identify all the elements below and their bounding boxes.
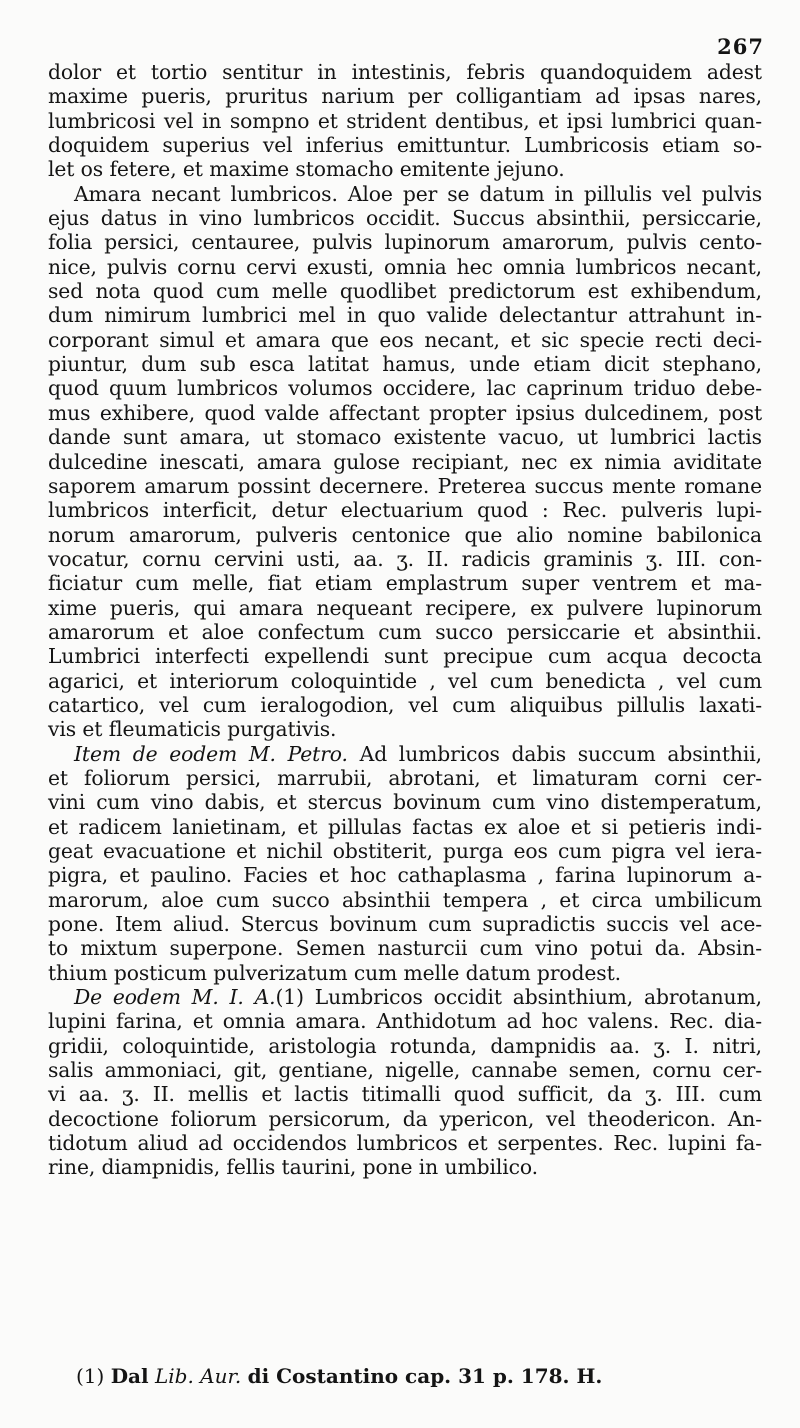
text-line: vis et fleumaticis purgativis. — [48, 717, 337, 742]
text-run: Ad lumbricos dabis succum absinthii, — [347, 741, 762, 766]
text-line: amarorum et aloe confectum cum succo persiccarie et absinthii. — [48, 619, 762, 644]
text-line: pigra, et paulino. Facies et hoc cathaplasma , farina lupinorum a- — [48, 863, 762, 888]
text-line: et foliorum persici, marrubii, abrotani, et limaturam corni cer- — [48, 765, 762, 790]
rubric: Item de eodem M. Petro. — [74, 741, 348, 766]
text-line: dum nimirum lumbrici mel in quo valide delectantur attrahunt in- — [48, 303, 762, 328]
text-line: tidotum aliud ad occidendos lumbricos et serpentes. Rec. lupini fa- — [48, 1131, 762, 1156]
text-line: salis ammoniaci, git, gentiane, nigelle, cannabe semen, cornu cer- — [48, 1058, 762, 1083]
paragraph — [48, 60, 762, 182]
text-line: dande sunt amara, ut stomaco existente vacuo, ut lumbrici lactis — [48, 425, 762, 450]
text-line: agarici, et interiorum coloquintide , vel cum benedicta , vel cum — [48, 668, 762, 693]
text-line: sed nota quod cum melle quodlibet predictorum est exhibendum, — [48, 279, 762, 304]
text-line: pone. Item aliud. Stercus bovinum cum supradictis succis vel ace- — [48, 912, 762, 937]
text-line: corporant simul et amara que eos necant, et sic specie recti deci- — [48, 327, 762, 352]
footnote-pre: Dal — [110, 1364, 149, 1388]
body-text — [48, 60, 762, 1180]
text-line: lumbricos interficit, detur electuarium quod : Rec. pulveris lupi- — [48, 498, 762, 523]
text-line: folia persici, centauree, pulvis lupinorum amarorum, pulvis cento- — [48, 230, 762, 255]
text-line: nice, pulvis cornu cervi exusti, omnia hec omnia lumbricos necant, — [48, 254, 762, 279]
text-line: quod quum lumbricos volumos occidere, lac caprinum triduo debe- — [48, 376, 762, 401]
text-line: to mixtum superpone. Semen nasturcii cum vino potui da. Absin- — [48, 936, 762, 961]
text-line: vocatur, cornu cervini usti, aa. ʒ. II. radicis graminis ʒ. III. con- — [48, 546, 762, 571]
text-line: lupini farina, et omnia amara. Anthidotum ad hoc valens. Rec. dia- — [48, 1009, 762, 1034]
text-line: let os fetere, et maxime stomacho emitente jejuno. — [48, 157, 565, 182]
text-line: lumbricosi vel in sompno et strident dentibus, et ipsi lumbrici quan- — [48, 108, 762, 133]
paragraph — [48, 742, 762, 985]
text-line: saporem amarum possint decernere. Preterea succus mente romane — [48, 473, 762, 498]
text-line: mus exhibere, quod valde affectant propter ipsius dulcedinem, post — [48, 400, 762, 425]
text-line: norum amarorum, pulveris centonice que alio nomine babilonica — [48, 522, 762, 547]
text-line: dulcedine inescati, amara gulose recipiant, nec ex nimia aviditate — [48, 449, 762, 474]
text-line: catartico, vel cum ieralogodion, vel cum aliquibus pillulis laxati- — [48, 692, 762, 717]
footnote-marker: (1) — [76, 1364, 105, 1388]
footnote-reference: di Costantino cap. 31 p. 178. H. — [247, 1364, 603, 1388]
text-line: maxime pueris, pruritus narium per colligantiam ad ipsas nares, — [48, 84, 762, 109]
text-line: vini cum vino dabis, et stercus bovinum cum vino distemperatum, — [48, 790, 762, 815]
text-line: marorum, aloe cum succo absinthii tempera , et circa umbilicum — [48, 887, 762, 912]
text-line: doquidem superius vel inferius emittuntur. Lumbricosis etiam so- — [48, 133, 762, 158]
text-line: ejus datus in vino lumbricos occidit. Succus absinthii, persiccarie, — [48, 206, 762, 231]
footnote-source-title: Lib. Aur. — [154, 1364, 242, 1388]
paragraph — [48, 985, 762, 1180]
page-number: 267 — [717, 34, 764, 59]
footnote — [76, 1364, 603, 1388]
text-line: vi aa. ʒ. II. mellis et lactis titimalli quod sufficit, da ʒ. III. cum — [48, 1082, 762, 1107]
text-line: Amara necant lumbricos. Aloe per se datum in pillulis vel pulvis — [74, 181, 762, 206]
text-line: rine, diampnidis, fellis taurini, pone in umbilico. — [48, 1155, 538, 1180]
text-line: Lumbrici interfecti expellendi sunt precipue cum acqua decocta — [48, 644, 762, 669]
text-line: decoctione foliorum persicorum, da ypericon, vel theodericon. An- — [48, 1106, 762, 1131]
text-line — [48, 742, 762, 766]
text-line: xime pueris, qui amara nequeant recipere, ex pulvere lupinorum — [48, 595, 762, 620]
paragraph — [48, 182, 762, 742]
text-line: gridii, coloquintide, aristologia rotunda, dampnidis aa. ʒ. I. nitri, — [48, 1033, 762, 1058]
rubric: De eodem M. I. A. — [74, 985, 276, 1010]
text-line — [48, 985, 762, 1009]
text-line: ficiatur cum melle, fiat etiam emplastrum super ventrem et ma- — [48, 571, 762, 596]
text-line: piuntur, dum sub esca latitat hamus, unde etiam dicit stephano, — [48, 352, 762, 377]
text-run: (1) Lumbricos occidit absinthium, abrotanum, — [275, 985, 762, 1010]
text-line: dolor et tortio sentitur in intestinis, febris quandoquidem adest — [48, 60, 762, 84]
text-line: thium posticum pulverizatum cum melle datum prodest. — [48, 960, 622, 985]
text-line: et radicem lanietinam, et pillulas factas ex aloe et si petieris indi- — [48, 814, 762, 839]
text-line: geat evacuatione et nichil obstiterit, purga eos cum pigra vel iera- — [48, 839, 762, 863]
